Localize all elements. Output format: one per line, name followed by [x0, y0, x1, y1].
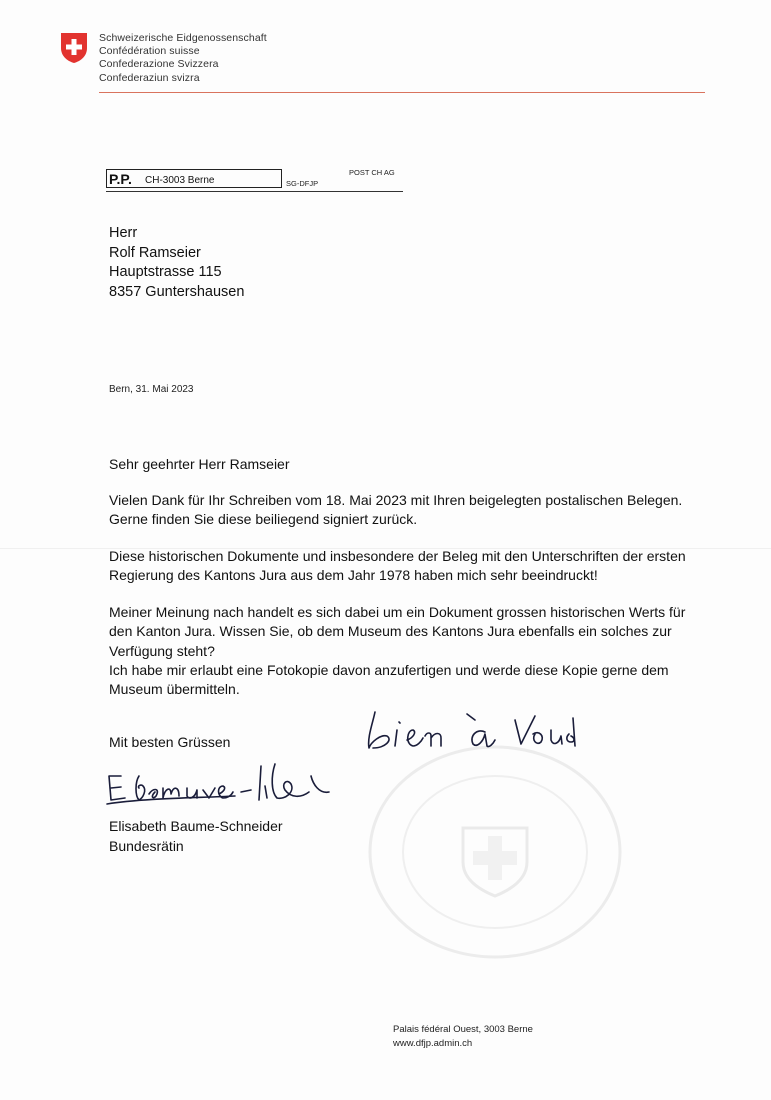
recipient-line: Herr: [109, 225, 138, 241]
signer-title: Bundesrätin: [109, 837, 184, 854]
salutation: Sehr geehrter Herr Ramseier: [109, 456, 290, 472]
postage-carrier: POST CH AG: [349, 168, 395, 177]
recipient-address: [109, 224, 244, 302]
signer-block: [109, 817, 283, 856]
recipient-line: Rolf Ramseier: [109, 244, 201, 261]
org-line-rm: Confederaziun svizra: [99, 71, 200, 84]
letterhead-rule: [99, 92, 705, 93]
org-line-it: Confederazione Svizzera: [99, 58, 219, 71]
org-line-fr: Confédération suisse: [99, 45, 200, 58]
body-line: Diese historischen Dokumente und insbesondere der Beleg mit den Unterschriften der ersten: [109, 548, 686, 564]
swiss-crest-icon: [60, 32, 88, 64]
handwritten-note: [355, 700, 600, 770]
postage-code: SG-DFJP: [286, 179, 319, 188]
letter-date: Bern, 31. Mai 2023: [109, 384, 194, 395]
recipient-line: Hauptstrasse 115: [109, 264, 222, 280]
postage-city: CH-3003 Berne: [145, 175, 215, 186]
signer-name: Elisabeth Baume-Schneider: [109, 818, 283, 834]
footer: [393, 1023, 533, 1051]
organization-name: [99, 32, 267, 85]
closing: Mit besten Grüssen: [109, 734, 231, 750]
recipient-line: 8357 Guntershausen: [109, 283, 245, 300]
body-paragraph-1: [109, 491, 682, 530]
org-line-de: Schweizerische Eidgenossenschaft: [99, 32, 267, 44]
body-line: Regierung des Kantons Jura aus dem Jahr 1978 haben mich sehr beeindruckt!: [109, 567, 598, 584]
body-line: Ich habe mir erlaubt eine Fotokopie davon anzufertigen und werde diese Kopie gerne dem: [109, 661, 669, 678]
footer-website-link[interactable]: www.dfjp.admin.ch: [393, 1038, 473, 1049]
body-line: den Kanton Jura. Wissen Sie, ob dem Museum des Kantons Jura ebenfalls ein solches zur: [109, 623, 672, 640]
body-paragraph-3: [109, 603, 685, 699]
signature: [105, 752, 340, 817]
footer-address: Palais fédéral Ouest, 3003 Berne: [393, 1024, 533, 1035]
embossed-seal: [360, 740, 630, 970]
body-line: Gerne finden Sie diese beiliegend signiert zurück.: [109, 511, 418, 528]
postage-rule: [106, 191, 403, 192]
postage-pp: P.P.: [109, 171, 132, 187]
body-line: Vielen Dank für Ihr Schreiben vom 18. Mai 2023 mit Ihren beigelegten postalischen Belegen.: [109, 492, 683, 508]
body-line: Verfügung steht?: [109, 642, 215, 659]
body-paragraph-2: [109, 547, 686, 586]
body-line: Museum übermitteln.: [109, 681, 240, 698]
body-line: Meiner Meinung nach handelt es sich dabei um ein Dokument grossen historischen Werts für: [109, 604, 686, 620]
